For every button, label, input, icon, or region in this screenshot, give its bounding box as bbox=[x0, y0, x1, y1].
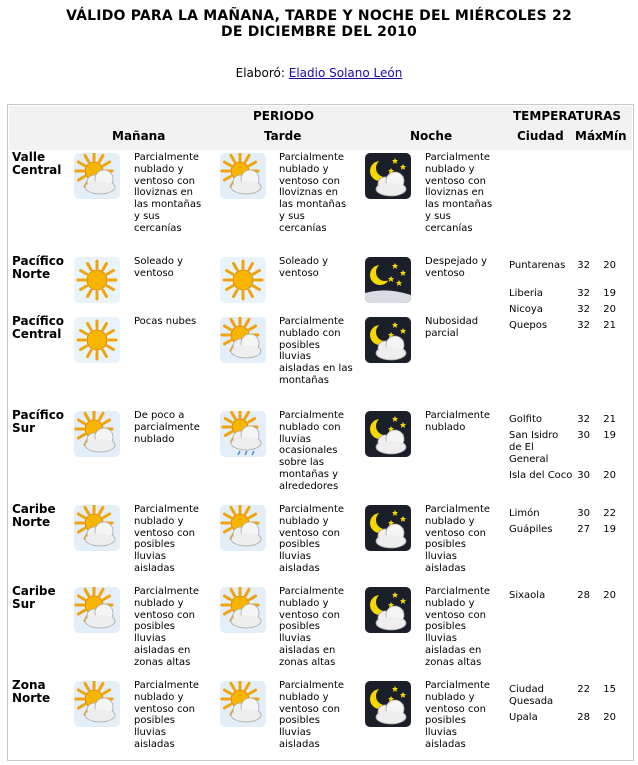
forecast-manana-text: Parcialmente nublado y ventoso con lloviznas en las montañas y sus cercanías bbox=[134, 152, 202, 234]
city-name: Ciudad Quesada bbox=[509, 684, 554, 707]
city-min-temp: 20 bbox=[603, 590, 616, 601]
city-min-temp: 20 bbox=[603, 260, 616, 271]
weather-icon-partly-cloudy-sun bbox=[74, 153, 120, 199]
city-min-temp: 20 bbox=[603, 470, 616, 481]
weather-icon-sunny bbox=[74, 257, 120, 303]
city-min-temp: 22 bbox=[603, 508, 616, 519]
region-name: Pacífico Central bbox=[12, 314, 65, 341]
weather-icon-partly-cloudy-sun bbox=[74, 505, 120, 551]
city-name: Nicoya bbox=[509, 304, 543, 315]
city-max-temp: 22 bbox=[577, 684, 590, 695]
city-min-temp: 19 bbox=[603, 288, 616, 299]
forecast-noche-text: Parcialmente nublado bbox=[425, 410, 491, 433]
forecast-noche-text: Parcialmente nublado y ventoso con posibles lluvias aisladas bbox=[425, 680, 491, 750]
weather-icon-partly-cloudy-night bbox=[365, 153, 411, 199]
city-name: Quepos bbox=[509, 320, 548, 331]
title-line-2: DE DICIEMBRE DEL 2010 bbox=[221, 24, 417, 40]
forecast-tarde-text: Parcialmente nublado y ventoso con lloviznas en las montañas y sus cercanías bbox=[279, 152, 347, 234]
forecast-title bbox=[0, 8, 638, 40]
title-line-1: VÁLIDO PARA LA MAÑANA, TARDE Y NOCHE DEL MIÉRCOLES 22 bbox=[66, 8, 572, 24]
city-max-temp: 32 bbox=[577, 414, 590, 425]
header-tarde: Tarde bbox=[264, 129, 302, 143]
city-min-temp: 20 bbox=[603, 712, 616, 723]
city-max-temp: 30 bbox=[577, 508, 590, 519]
city-max-temp: 30 bbox=[577, 470, 590, 481]
city-min-temp: 21 bbox=[603, 320, 616, 331]
weather-icon-partly-cloudy-sun bbox=[220, 681, 266, 727]
forecast-manana-text: Pocas nubes bbox=[134, 316, 197, 327]
forecast-manana-text: Parcialmente nublado y ventoso con posibles lluvias aisladas en zonas altas bbox=[134, 586, 200, 668]
city-min-temp: 19 bbox=[603, 430, 616, 441]
forecast-tarde-text: Parcialmente nublado con posibles lluvias aisladas en las montañas bbox=[279, 316, 353, 386]
weather-icon-partly-cloudy-sun bbox=[220, 317, 266, 363]
city-name: Golfito bbox=[509, 414, 542, 425]
weather-icon-partly-cloudy-sun bbox=[74, 587, 120, 633]
forecast-tarde-text: Parcialmente nublado y ventoso con posibles lluvias aisladas bbox=[279, 680, 345, 750]
forecast-manana-text: Parcialmente nublado y ventoso con posibles lluvias aisladas bbox=[134, 680, 200, 750]
forecast-manana-text: Parcialmente nublado y ventoso con posibles lluvias aisladas bbox=[134, 504, 200, 574]
weather-icon-sunny bbox=[74, 317, 120, 363]
header-min: Mín bbox=[602, 129, 627, 143]
city-max-temp: 28 bbox=[577, 712, 590, 723]
weather-icon-partly-cloudy-sun bbox=[220, 153, 266, 199]
city-max-temp: 30 bbox=[577, 430, 590, 441]
city-name: Puntarenas bbox=[509, 260, 566, 271]
weather-icon-clear-night bbox=[365, 257, 411, 303]
city-max-temp: 32 bbox=[577, 320, 590, 331]
header-ciudad: Ciudad bbox=[517, 129, 564, 143]
forecast-table bbox=[7, 104, 634, 761]
header-temperaturas: TEMPERATURAS bbox=[513, 109, 622, 123]
header-manana: Mañana bbox=[112, 129, 166, 143]
city-name: Upala bbox=[509, 712, 538, 723]
city-name: Liberia bbox=[509, 288, 543, 299]
city-max-temp: 32 bbox=[577, 288, 590, 299]
weather-icon-sunny bbox=[220, 257, 266, 303]
city-max-temp: 28 bbox=[577, 590, 590, 601]
city-name: Sixaola bbox=[509, 590, 546, 601]
weather-icon-partly-cloudy-night bbox=[365, 411, 411, 457]
forecast-noche-text: Parcialmente nublado y ventoso con posibles lluvias aisladas bbox=[425, 504, 491, 574]
header-periodo: PERIODO bbox=[253, 109, 315, 123]
forecast-noche-text: Parcialmente nublado y ventoso con posibles lluvias aisladas en zonas altas bbox=[425, 586, 491, 668]
weather-icon-partly-cloudy-night bbox=[365, 317, 411, 363]
author-prefix: Elaboró: bbox=[235, 66, 285, 80]
weather-icon-partly-cloudy-sun bbox=[220, 505, 266, 551]
region-name: Valle Central bbox=[12, 150, 62, 177]
city-name: Limón bbox=[509, 508, 540, 519]
forecast-tarde-text: Soleado y ventoso bbox=[279, 256, 329, 279]
author-line bbox=[0, 66, 638, 80]
header-max: Máx bbox=[575, 129, 603, 143]
city-name: Isla del Coco bbox=[509, 470, 573, 481]
weather-icon-partly-cloudy-night bbox=[365, 587, 411, 633]
weather-icon-partly-cloudy-sun bbox=[220, 587, 266, 633]
weather-icon-partly-cloudy-sun bbox=[74, 411, 120, 457]
forecast-manana-text: Soleado y ventoso bbox=[134, 256, 184, 279]
forecast-noche-text: Nubosidad parcial bbox=[425, 316, 479, 339]
city-min-temp: 15 bbox=[603, 684, 616, 695]
city-min-temp: 19 bbox=[603, 524, 616, 535]
city-name: Guápiles bbox=[509, 524, 553, 535]
forecast-manana-text: De poco a parcialmente nublado bbox=[134, 410, 200, 445]
city-min-temp: 21 bbox=[603, 414, 616, 425]
weather-icon-sun-cloud-rain bbox=[220, 411, 266, 457]
weather-icon-partly-cloudy-sun bbox=[74, 681, 120, 727]
city-min-temp: 20 bbox=[603, 304, 616, 315]
region-name: Pacífico Sur bbox=[12, 408, 65, 435]
header-noche: Noche bbox=[410, 129, 453, 143]
weather-icon-partly-cloudy-night bbox=[365, 505, 411, 551]
region-name: Caribe Sur bbox=[12, 584, 56, 611]
region-name: Caribe Norte bbox=[12, 502, 56, 529]
region-name: Zona Norte bbox=[12, 678, 51, 705]
city-max-temp: 32 bbox=[577, 304, 590, 315]
forecast-noche-text: Despejado y ventoso bbox=[425, 256, 488, 279]
forecast-tarde-text: Parcialmente nublado con lluvias ocasionales sobre las montañas y alrededores bbox=[279, 410, 345, 492]
forecast-tarde-text: Parcialmente nublado y ventoso con posibles lluvias aisladas bbox=[279, 504, 345, 574]
weather-icon-partly-cloudy-night bbox=[365, 681, 411, 727]
region-name: Pacífico Norte bbox=[12, 254, 65, 281]
city-max-temp: 32 bbox=[577, 260, 590, 271]
forecast-noche-text: Parcialmente nublado y ventoso con lloviznas en las montañas y sus cercanías bbox=[425, 152, 493, 234]
forecast-tarde-text: Parcialmente nublado y ventoso con posibles lluvias aisladas en zonas altas bbox=[279, 586, 345, 668]
author-link[interactable]: Eladio Solano León bbox=[288, 66, 403, 80]
city-name: San Isidro de El General bbox=[509, 430, 559, 465]
city-max-temp: 27 bbox=[577, 524, 590, 535]
